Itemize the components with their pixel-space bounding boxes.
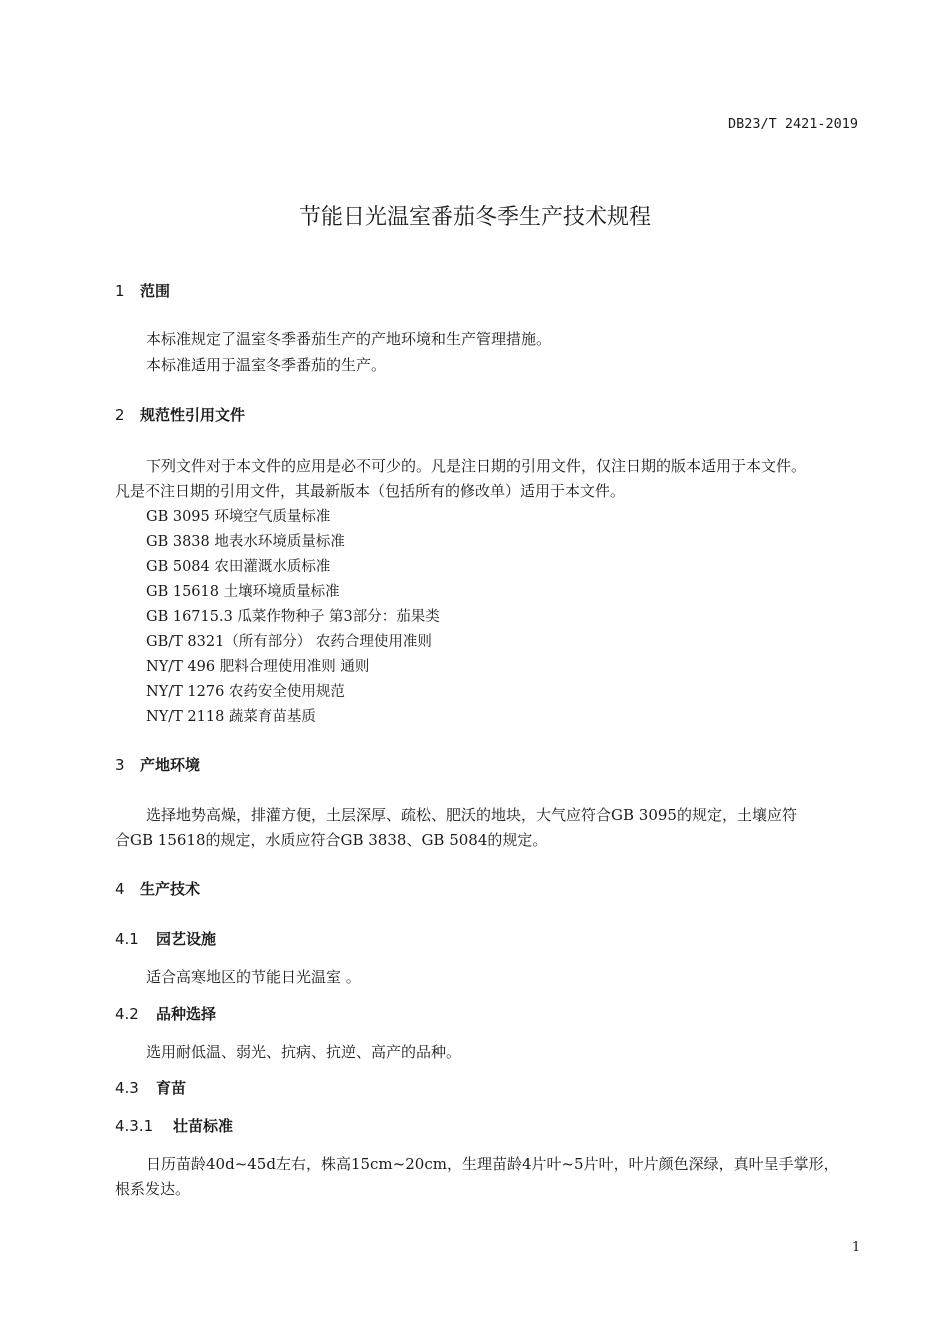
paragraph: 本标准规定了温室冬季番茄生产的产地环境和生产管理措施。 — [146, 330, 552, 348]
subsection-4-3-1-heading — [115, 1115, 233, 1136]
reference-item: GB 3095 环境空气质量标准 — [146, 509, 331, 525]
reference-item: NY/T 2118 蔬菜育苗基质 — [146, 709, 316, 725]
section-number: 4.2 — [115, 1005, 139, 1023]
section-title: 育苗 — [156, 1079, 187, 1097]
reference-item: NY/T 1276 农药安全使用规范 — [146, 684, 345, 700]
standard-code: DB23/T 2421-2019 — [727, 116, 858, 132]
paragraph-continuation: 凡是不注日期的引用文件，其最新版本（包括所有的修改单）适用于本文件。 — [115, 482, 626, 500]
paragraph: 适合高寒地区的节能日光温室 。 — [146, 968, 361, 986]
subsection-4-2-heading — [115, 1003, 216, 1024]
subsection-4-1-heading — [115, 928, 216, 949]
section-title: 产地环境 — [140, 756, 201, 774]
reference-item: NY/T 496 肥料合理使用准则 通则 — [146, 659, 370, 675]
section-title: 生产技术 — [140, 880, 201, 898]
subsection-4-3-heading — [115, 1077, 186, 1098]
section-number: 4.3.1 — [115, 1117, 154, 1135]
paragraph: 选用耐低温、弱光、抗病、抗逆、高产的品种。 — [146, 1043, 462, 1061]
reference-item: GB 15618 土壤环境质量标准 — [146, 584, 340, 600]
reference-item: GB 16715.3 瓜菜作物种子 第3部分：茄果类 — [146, 609, 440, 625]
section-number: 1 — [115, 282, 125, 300]
section-4-heading — [115, 878, 200, 899]
section-number: 4.3 — [115, 1079, 139, 1097]
section-number: 3 — [115, 756, 125, 774]
paragraph-continuation: 根系发达。 — [115, 1180, 191, 1198]
reference-item: GB 3838 地表水环境质量标准 — [146, 534, 345, 550]
section-3-heading — [115, 754, 200, 775]
section-title: 规范性引用文件 — [140, 406, 246, 424]
paragraph: 日历苗龄40d~45d左右，株高15cm~20cm，生理苗龄4片叶~5片叶，叶片颜色深绿，真叶呈手掌形， — [146, 1155, 839, 1173]
paragraph: 本标准适用于温室冬季番茄的生产。 — [146, 356, 387, 374]
section-number: 2 — [115, 406, 125, 424]
paragraph: 下列文件对于本文件的应用是必不可少的。凡是注日期的引用文件，仅注日期的版本适用于本文件。 — [146, 457, 807, 475]
page-number: 1 — [852, 1240, 861, 1255]
section-number: 4 — [115, 880, 125, 898]
section-title: 园艺设施 — [156, 930, 217, 948]
document-title: 节能日光温室番茄冬季生产技术规程 — [298, 205, 651, 230]
paragraph: 选择地势高燥，排灌方便，土层深厚、疏松、肥沃的地块，大气应符合GB 3095的规定，土壤应符 — [146, 806, 797, 824]
section-1-heading — [115, 280, 170, 301]
reference-item: GB 5084 农田灌溉水质标准 — [146, 559, 331, 575]
section-title: 范围 — [140, 282, 171, 300]
section-number: 4.1 — [115, 930, 139, 948]
section-2-heading — [115, 404, 245, 425]
paragraph-continuation: 合GB 15618的规定，水质应符合GB 3838、GB 5084的规定。 — [115, 831, 548, 849]
section-title: 品种选择 — [156, 1005, 217, 1023]
reference-item: GB/T 8321（所有部分） 农药合理使用准则 — [146, 634, 432, 650]
section-title: 壮苗标准 — [173, 1117, 234, 1135]
